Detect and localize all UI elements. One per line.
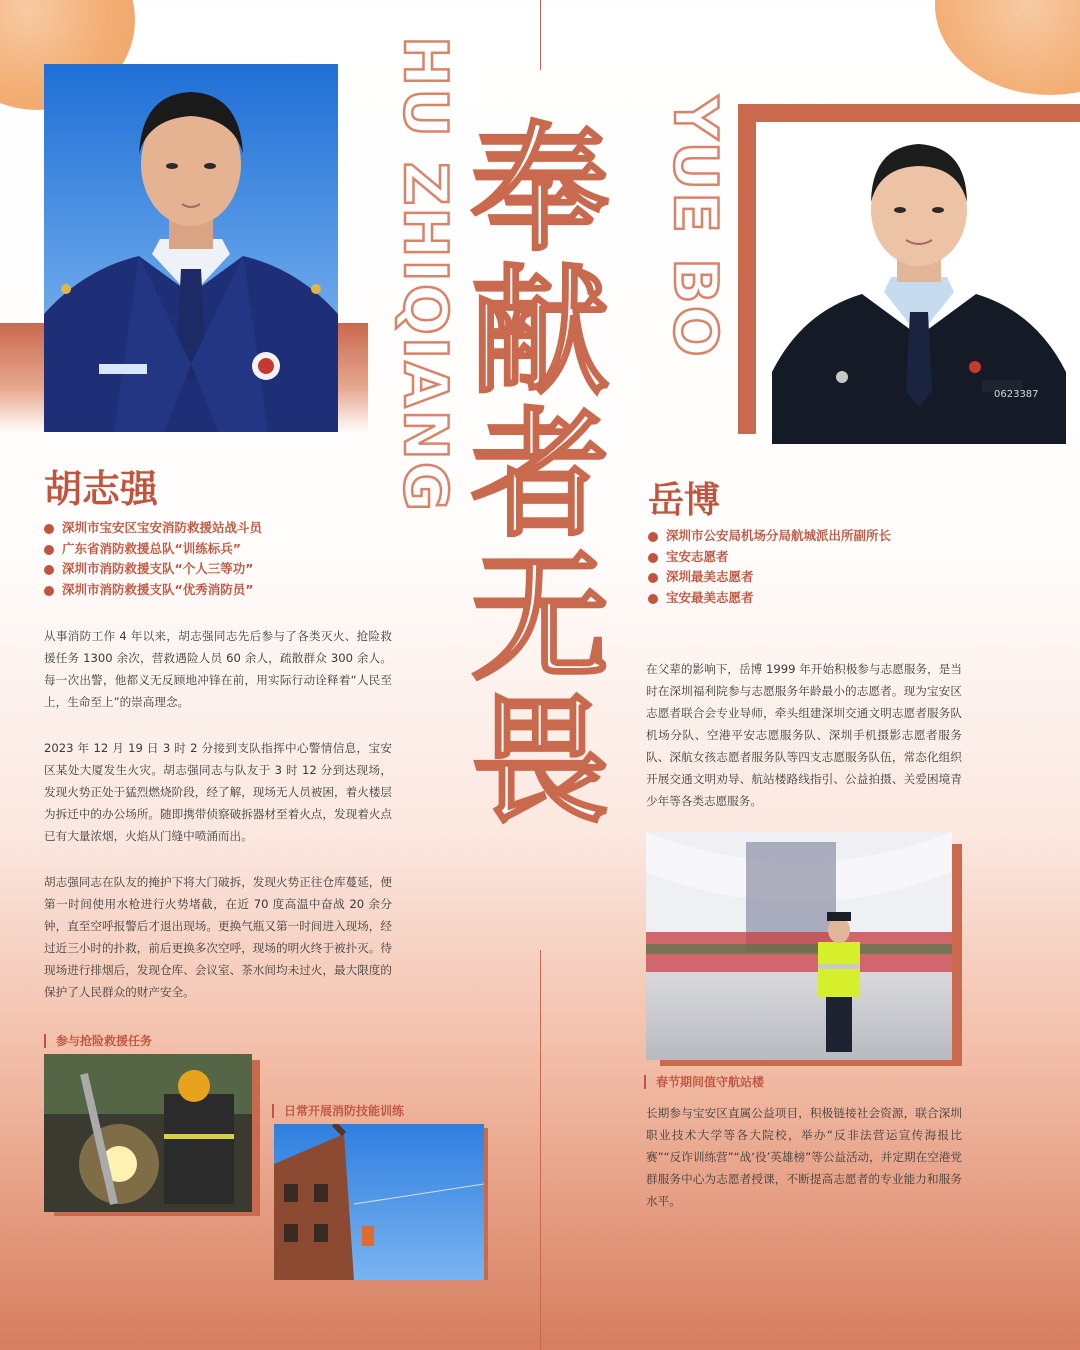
pinyin-hu-zhiqiang: HU ZHIQIANG [390,36,460,514]
center-divider-top [540,0,541,70]
title-char: 无 [470,538,609,699]
name-hu-zhiqiang: 胡志强 [44,467,159,511]
bio-paragraph-hu-3: 胡志强同志在队友的掩护下将大门破拆，发现火势正往仓库蔓延，便第一时间使用水枪进行火势堵截，在近 70 度高温中奋战 20 余分钟，直至空呼报警后才退出现场。更换气瓶又第一时间进入现场，经过近三小时的扑救，前后更换多次空呼，现场的明火终于被扑灭。待现场进行排烟后，发现仓库、会议室、茶水间均未过火，最大限度的保护了人民群众的财产安全。 [44,875,392,999]
title-char: 奉 [470,109,609,270]
photo-terminal-duty [646,832,952,1060]
bio-paragraph-hu-1: 从事消防工作 4 年以来，胡志强同志先后参与了各类灭火、抢险救援任务 1300 余次，营救遇险人员 60 余人，疏散群众 300 余人。每一次出警，他都义无反顾地冲锋在前，用实际行动诠释着“人民至上，生命至上”的崇高理念。 [44,629,392,709]
title-char: 畏 [470,681,609,842]
honor-item: 深圳最美志愿者 [648,567,978,588]
photo-training [274,1124,484,1280]
honor-item: 深圳市消防救援支队“优秀消防员” [44,580,374,601]
honor-item: 深圳市消防救援支队“个人三等功” [44,559,374,580]
portrait-hu-zhiqiang [44,64,338,432]
main-title [470,109,610,842]
pinyin-yue-bo: YUE BO [660,96,730,359]
honors-list-yue [648,526,978,609]
honor-item: 宝安最美志愿者 [648,588,978,609]
police-number: 0623387 [994,389,1039,400]
bio-paragraph-hu-2: 2023 年 12 月 19 日 3 时 2 分接到支队指挥中心警情信息，宝安区某处大厦发生火灾。胡志强同志与队友于 3 时 12 分到达现场，发现火势正处于猛烈燃烧阶段，经了解，现场无人员被困，着火楼层为拆迁中的办公场所。随即携带侦察破拆器材至着火点，发现着火点已有大量浓烟，火焰从门缝中喷涌而出。 [44,741,392,843]
honor-item: 广东省消防救援总队“训练标兵” [44,539,374,560]
name-yue-bo: 岳博 [648,480,721,521]
portrait-yue-bo [772,122,1066,444]
title-char: 献 [470,252,609,413]
decor-circle-top-right [935,0,1080,95]
title-char: 者 [470,395,609,556]
bio-paragraph-yue-2: 长期参与宝安区直属公益项目，积极链接社会资源，联合深圳职业技术大学等各大院校，举办“反非法营运宣传海报比赛”“反诈训练营”“战‘役’英雄榜”等公益活动，并定期在空港党群服务中心为志愿者授课，不断提高志愿者的专业能力和服务水平。 [646,1106,962,1208]
photo-rescue-mission [44,1054,252,1212]
caption-terminal: 春节期间值守航站楼 [644,1075,764,1089]
caption-rescue: 参与抢险救援任务 [44,1034,152,1048]
caption-training: 日常开展消防技能训练 [272,1104,404,1118]
honors-list-hu [44,518,374,601]
center-divider-bottom [540,950,541,1350]
honor-item: 深圳市公安局机场分局航城派出所副所长 [648,526,978,547]
honor-item: 宝安志愿者 [648,547,978,568]
bio-paragraph-yue-1: 在父辈的影响下，岳博 1999 年开始积极参与志愿服务，是当时在深圳福利院参与志愿服务年龄最小的志愿者。现为宝安区志愿者联合会专业导师，牵头组建深圳交通文明志愿者服务队机场分队、空港平安志愿服务队、深圳手机摄影志愿者服务队、深航女孩志愿者服务队等四支志愿服务队伍，常态化组织开展交通文明劝导、航站楼路线指引、公益拍摄、关爱困境青少年等各类志愿服务。 [646,662,962,808]
honor-item: 深圳市宝安区宝安消防救援站战斗员 [44,518,374,539]
